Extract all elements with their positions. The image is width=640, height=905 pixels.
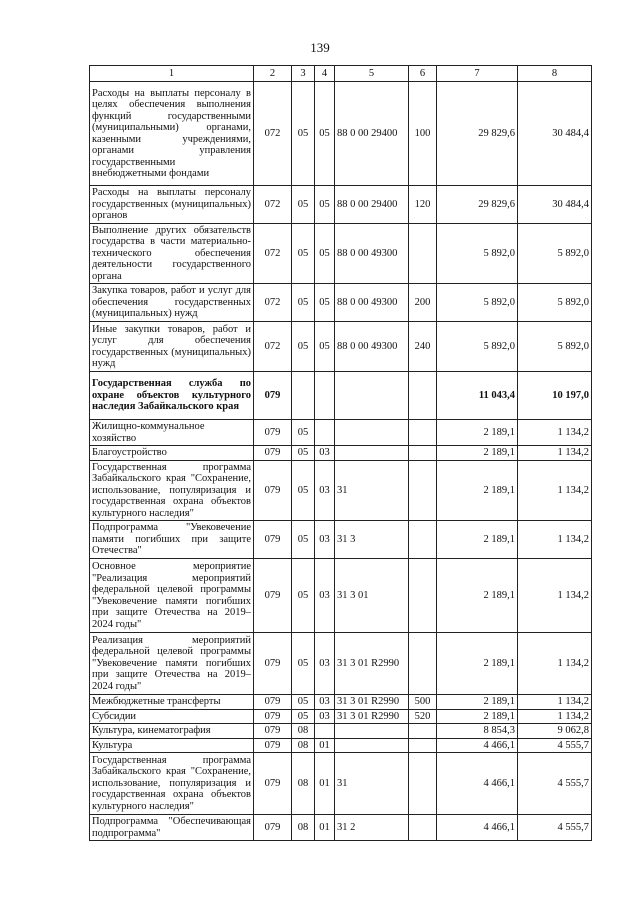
section-cell: 05 xyxy=(292,709,315,724)
admin-code-cell: 079 xyxy=(254,633,292,695)
subsection-cell xyxy=(315,724,335,739)
admin-code-cell: 072 xyxy=(254,223,292,284)
amount-year1-cell: 2 189,1 xyxy=(437,559,518,633)
amount-year2-cell: 10 197,0 xyxy=(518,372,592,420)
header-cell: 8 xyxy=(518,66,592,82)
table-row xyxy=(90,82,592,186)
table-row xyxy=(90,322,592,372)
expense-type-cell xyxy=(409,460,437,521)
amount-year2-cell: 5 892,0 xyxy=(518,284,592,322)
admin-code-cell: 079 xyxy=(254,753,292,815)
row-name-cell: Подпрограмма "Обеспечивающая подпрограмма" xyxy=(90,815,254,841)
table-body xyxy=(90,82,592,841)
header-cell: 2 xyxy=(254,66,292,82)
subsection-cell: 01 xyxy=(315,815,335,841)
table-row xyxy=(90,521,592,559)
target-article-cell: 88 0 00 49300 xyxy=(335,322,409,372)
target-article-cell: 88 0 00 29400 xyxy=(335,82,409,186)
target-article-cell: 31 2 xyxy=(335,815,409,841)
target-article-cell xyxy=(335,420,409,446)
section-cell: 08 xyxy=(292,753,315,815)
expense-type-cell xyxy=(409,223,437,284)
target-article-cell: 31 3 01 xyxy=(335,559,409,633)
amount-year1-cell: 2 189,1 xyxy=(437,460,518,521)
section-cell: 05 xyxy=(292,695,315,710)
admin-code-cell: 079 xyxy=(254,460,292,521)
expense-type-cell: 120 xyxy=(409,186,437,224)
amount-year1-cell: 5 892,0 xyxy=(437,284,518,322)
target-article-cell: 31 xyxy=(335,460,409,521)
expense-type-cell: 500 xyxy=(409,695,437,710)
budget-table xyxy=(89,65,592,841)
subsection-cell: 05 xyxy=(315,284,335,322)
target-article-cell xyxy=(335,372,409,420)
section-cell: 05 xyxy=(292,559,315,633)
admin-code-cell: 079 xyxy=(254,521,292,559)
row-name-cell: Выполнение других обязательств государства в части материально-технического обеспечения деятельности государственного органа xyxy=(90,223,254,284)
amount-year1-cell: 5 892,0 xyxy=(437,223,518,284)
target-article-cell: 88 0 00 49300 xyxy=(335,223,409,284)
target-article-cell: 88 0 00 29400 xyxy=(335,186,409,224)
amount-year2-cell: 4 555,7 xyxy=(518,753,592,815)
admin-code-cell: 079 xyxy=(254,372,292,420)
section-cell: 05 xyxy=(292,446,315,461)
amount-year1-cell: 5 892,0 xyxy=(437,322,518,372)
table-row xyxy=(90,724,592,739)
row-name-cell: Государственная служба по охране объектов культурного наследия Забайкальского края xyxy=(90,372,254,420)
row-name-cell: Культура, кинематография xyxy=(90,724,254,739)
amount-year1-cell: 2 189,1 xyxy=(437,446,518,461)
admin-code-cell: 079 xyxy=(254,724,292,739)
amount-year1-cell: 29 829,6 xyxy=(437,82,518,186)
admin-code-cell: 072 xyxy=(254,186,292,224)
amount-year2-cell: 5 892,0 xyxy=(518,322,592,372)
row-name-cell: Расходы на выплаты персоналу в целях обеспечения выполнения функций государственными (муниципальными) органами, казенными учреждениями, органами управления государственными внебюджетными фондами xyxy=(90,82,254,186)
table-row xyxy=(90,460,592,521)
amount-year1-cell: 2 189,1 xyxy=(437,633,518,695)
subsection-cell: 05 xyxy=(315,186,335,224)
row-name-cell: Государственная программа Забайкальского края "Сохранение, использование, популяризация и государственная охрана объектов культурного наследия" xyxy=(90,460,254,521)
amount-year2-cell: 1 134,2 xyxy=(518,460,592,521)
header-cell: 5 xyxy=(335,66,409,82)
row-name-cell: Подпрограмма "Увековечение памяти погибших при защите Отечества" xyxy=(90,521,254,559)
header-cell: 3 xyxy=(292,66,315,82)
target-article-cell: 31 3 01 R2990 xyxy=(335,695,409,710)
row-name-cell: Культура xyxy=(90,738,254,753)
expense-type-cell: 520 xyxy=(409,709,437,724)
row-name-cell: Межбюджетные трансферты xyxy=(90,695,254,710)
table-row xyxy=(90,815,592,841)
table-row xyxy=(90,284,592,322)
admin-code-cell: 079 xyxy=(254,709,292,724)
amount-year2-cell: 1 134,2 xyxy=(518,633,592,695)
amount-year1-cell: 4 466,1 xyxy=(437,753,518,815)
amount-year2-cell: 1 134,2 xyxy=(518,559,592,633)
section-cell: 05 xyxy=(292,633,315,695)
target-article-cell: 31 3 xyxy=(335,521,409,559)
admin-code-cell: 079 xyxy=(254,446,292,461)
amount-year2-cell: 1 134,2 xyxy=(518,709,592,724)
target-article-cell xyxy=(335,724,409,739)
expense-type-cell xyxy=(409,738,437,753)
subsection-cell: 03 xyxy=(315,521,335,559)
admin-code-cell: 072 xyxy=(254,82,292,186)
section-cell: 05 xyxy=(292,460,315,521)
expense-type-cell xyxy=(409,559,437,633)
subsection-cell: 03 xyxy=(315,559,335,633)
admin-code-cell: 079 xyxy=(254,420,292,446)
admin-code-cell: 072 xyxy=(254,284,292,322)
admin-code-cell: 079 xyxy=(254,695,292,710)
target-article-cell xyxy=(335,738,409,753)
row-name-cell: Иные закупки товаров, работ и услуг для обеспечения государственных (муниципальных) нужд xyxy=(90,322,254,372)
table-row xyxy=(90,559,592,633)
subsection-cell: 05 xyxy=(315,322,335,372)
amount-year2-cell: 1 134,2 xyxy=(518,420,592,446)
subsection-cell: 03 xyxy=(315,709,335,724)
amount-year2-cell: 1 134,2 xyxy=(518,521,592,559)
amount-year2-cell: 30 484,4 xyxy=(518,186,592,224)
table-row xyxy=(90,372,592,420)
amount-year2-cell: 4 555,7 xyxy=(518,738,592,753)
amount-year1-cell: 2 189,1 xyxy=(437,521,518,559)
subsection-cell: 03 xyxy=(315,633,335,695)
amount-year1-cell: 8 854,3 xyxy=(437,724,518,739)
row-name-cell: Субсидии xyxy=(90,709,254,724)
amount-year1-cell: 29 829,6 xyxy=(437,186,518,224)
section-cell: 05 xyxy=(292,521,315,559)
target-article-cell: 31 3 01 R2990 xyxy=(335,633,409,695)
section-cell: 05 xyxy=(292,284,315,322)
subsection-cell: 03 xyxy=(315,446,335,461)
table-row xyxy=(90,753,592,815)
expense-type-cell: 100 xyxy=(409,82,437,186)
subsection-cell: 01 xyxy=(315,753,335,815)
section-cell: 05 xyxy=(292,223,315,284)
table-row xyxy=(90,223,592,284)
header-cell: 6 xyxy=(409,66,437,82)
section-cell: 05 xyxy=(292,420,315,446)
subsection-cell: 05 xyxy=(315,223,335,284)
table-row xyxy=(90,695,592,710)
header-row xyxy=(90,66,592,82)
subsection-cell: 05 xyxy=(315,82,335,186)
table-row xyxy=(90,633,592,695)
amount-year2-cell: 1 134,2 xyxy=(518,446,592,461)
row-name-cell: Закупка товаров, работ и услуг для обеспечения государственных (муниципальных) нужд xyxy=(90,284,254,322)
amount-year1-cell: 11 043,4 xyxy=(437,372,518,420)
section-cell xyxy=(292,372,315,420)
amount-year1-cell: 2 189,1 xyxy=(437,695,518,710)
row-name-cell: Государственная программа Забайкальского края "Сохранение, использование, популяризация и государственная охрана объектов культурного наследия" xyxy=(90,753,254,815)
target-article-cell xyxy=(335,446,409,461)
expense-type-cell xyxy=(409,815,437,841)
page-number: 139 xyxy=(310,40,330,55)
section-cell: 05 xyxy=(292,322,315,372)
amount-year2-cell: 30 484,4 xyxy=(518,82,592,186)
section-cell: 08 xyxy=(292,815,315,841)
expense-type-cell xyxy=(409,521,437,559)
table-row xyxy=(90,738,592,753)
subsection-cell: 03 xyxy=(315,460,335,521)
expense-type-cell xyxy=(409,446,437,461)
admin-code-cell: 072 xyxy=(254,322,292,372)
table-row xyxy=(90,186,592,224)
header-cell: 4 xyxy=(315,66,335,82)
row-name-cell: Реализация мероприятий федеральной целевой программы "Увековечение памяти погибших при защите Отечества на 2019–2024 годы" xyxy=(90,633,254,695)
row-name-cell: Основное мероприятие "Реализация мероприятий федеральной целевой программы "Увековечение памяти погибших при защите Отечества на 2019–2024 годы" xyxy=(90,559,254,633)
table-row xyxy=(90,420,592,446)
admin-code-cell: 079 xyxy=(254,815,292,841)
expense-type-cell: 200 xyxy=(409,284,437,322)
expense-type-cell xyxy=(409,372,437,420)
section-cell: 08 xyxy=(292,724,315,739)
expense-type-cell xyxy=(409,633,437,695)
admin-code-cell: 079 xyxy=(254,738,292,753)
table-row xyxy=(90,446,592,461)
expense-type-cell: 240 xyxy=(409,322,437,372)
subsection-cell: 03 xyxy=(315,695,335,710)
table-row xyxy=(90,709,592,724)
amount-year1-cell: 2 189,1 xyxy=(437,420,518,446)
section-cell: 05 xyxy=(292,82,315,186)
section-cell: 08 xyxy=(292,738,315,753)
row-name-cell: Расходы на выплаты персоналу государственных (муниципальных) органов xyxy=(90,186,254,224)
amount-year2-cell: 4 555,7 xyxy=(518,815,592,841)
header-cell: 1 xyxy=(90,66,254,82)
target-article-cell: 31 xyxy=(335,753,409,815)
subsection-cell: 01 xyxy=(315,738,335,753)
admin-code-cell: 079 xyxy=(254,559,292,633)
amount-year2-cell: 9 062,8 xyxy=(518,724,592,739)
amount-year1-cell: 4 466,1 xyxy=(437,738,518,753)
subsection-cell xyxy=(315,372,335,420)
expense-type-cell xyxy=(409,724,437,739)
subsection-cell xyxy=(315,420,335,446)
amount-year2-cell: 5 892,0 xyxy=(518,223,592,284)
amount-year2-cell: 1 134,2 xyxy=(518,695,592,710)
section-cell: 05 xyxy=(292,186,315,224)
amount-year1-cell: 2 189,1 xyxy=(437,709,518,724)
target-article-cell: 31 3 01 R2990 xyxy=(335,709,409,724)
expense-type-cell xyxy=(409,753,437,815)
row-name-cell: Жилищно-коммунальное хозяйство xyxy=(90,420,254,446)
amount-year1-cell: 4 466,1 xyxy=(437,815,518,841)
header-cell: 7 xyxy=(437,66,518,82)
expense-type-cell xyxy=(409,420,437,446)
row-name-cell: Благоустройство xyxy=(90,446,254,461)
target-article-cell: 88 0 00 49300 xyxy=(335,284,409,322)
